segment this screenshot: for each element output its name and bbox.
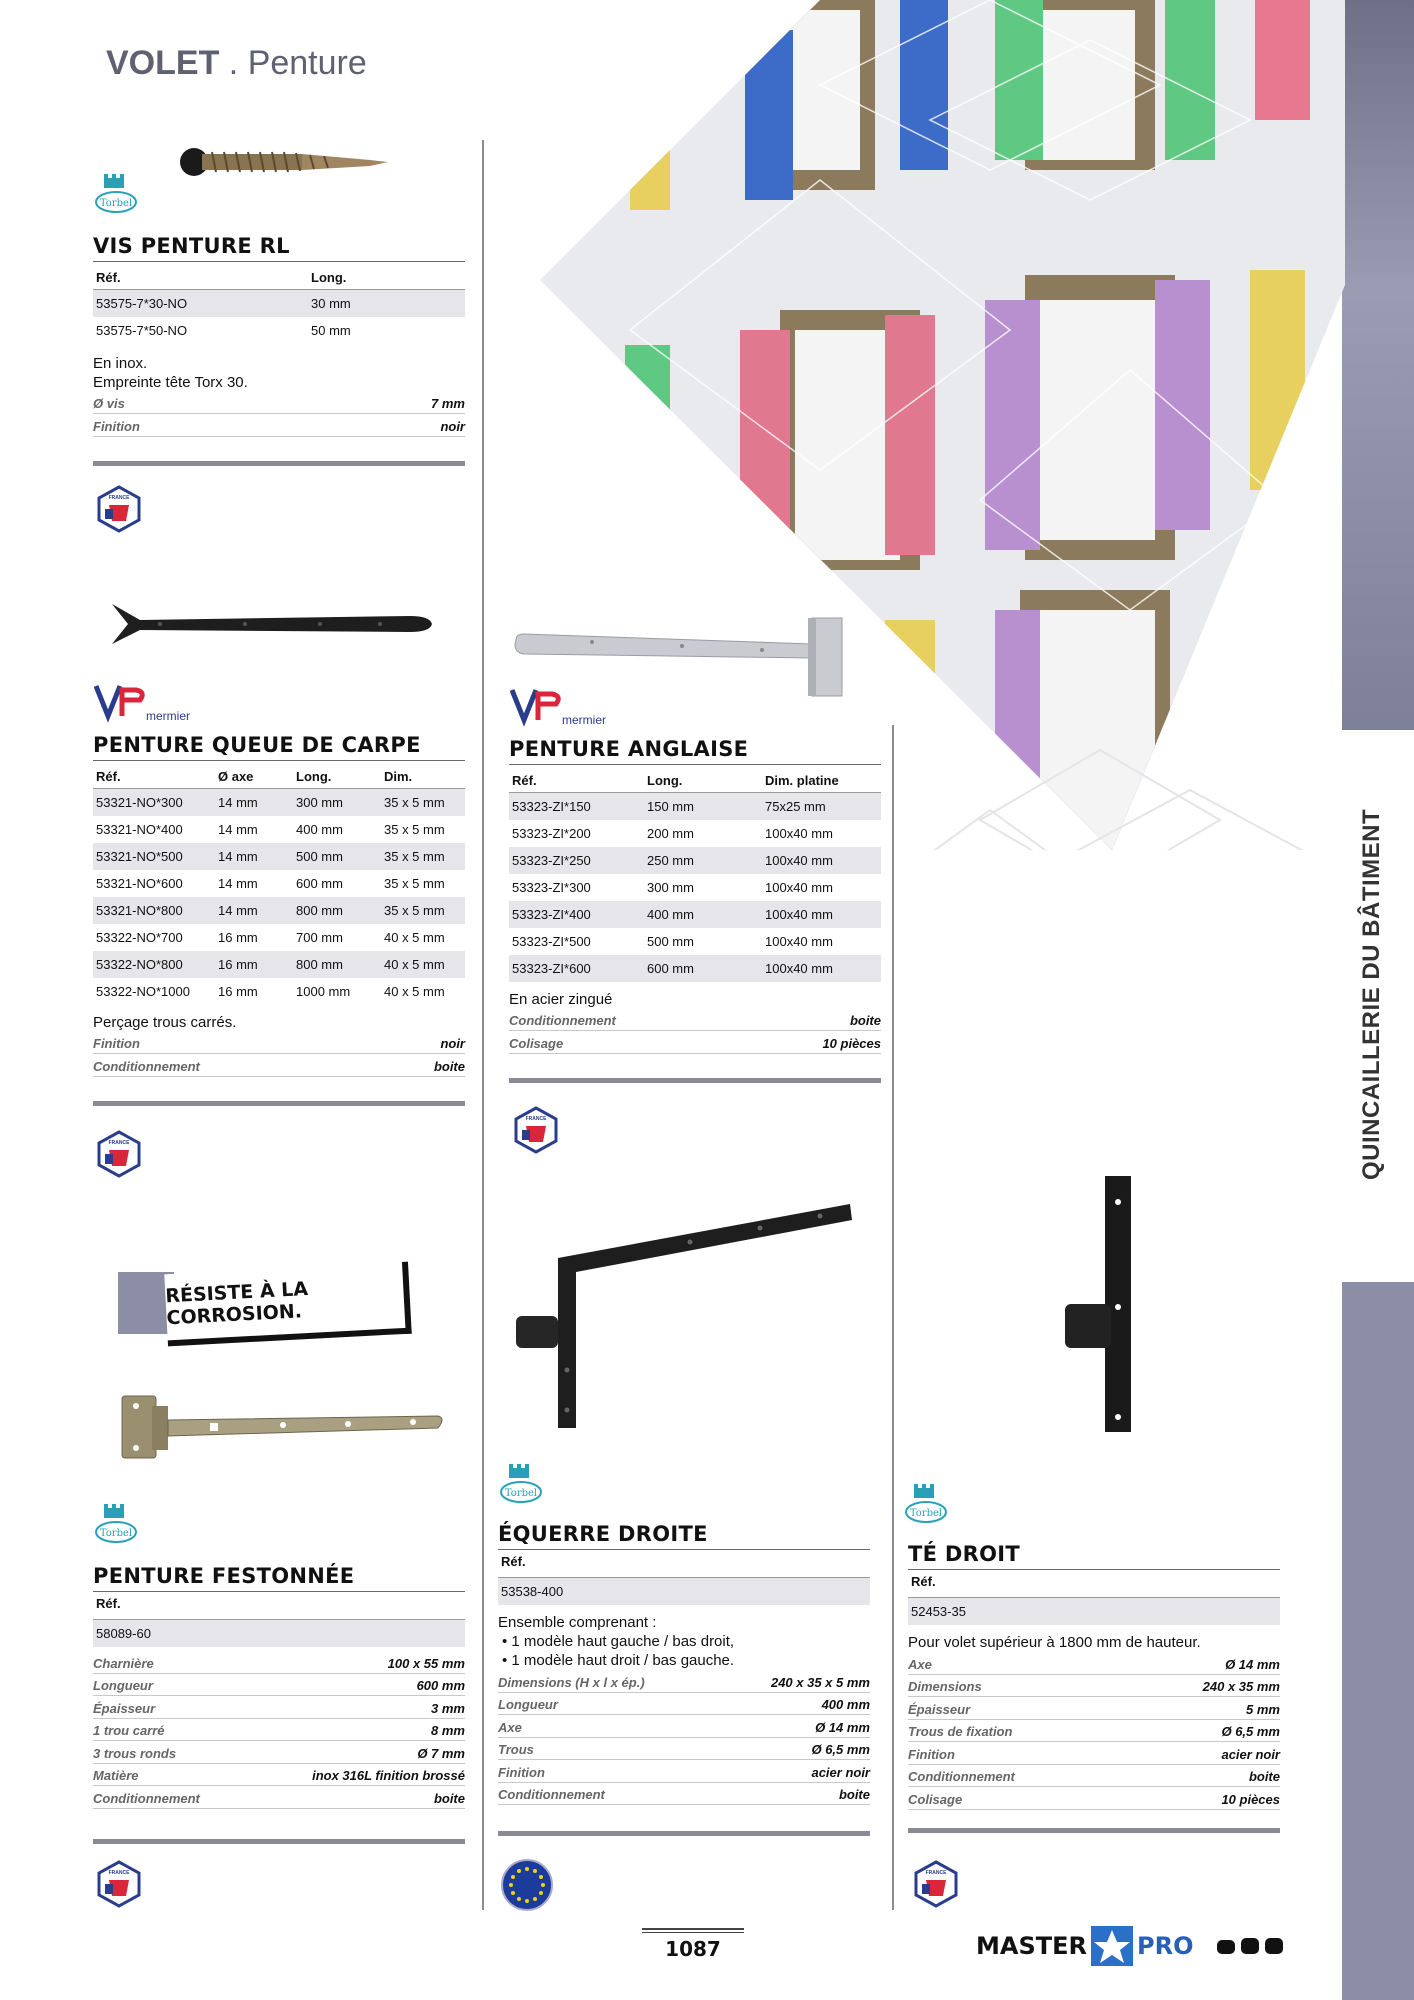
cell: 100x40 mm (765, 879, 833, 895)
column-divider-1 (482, 140, 484, 1910)
screw-image (180, 140, 400, 190)
eu-badge (500, 1858, 554, 1912)
cell: 35 x 5 mm (381, 897, 465, 924)
cell: 16 mm (215, 951, 293, 978)
cell: 100x40 mm (762, 955, 881, 982)
spec-row (908, 1675, 1280, 1698)
vp-mermier-text: mermier (146, 709, 190, 723)
spec-key: Conditionnement (93, 1058, 200, 1074)
spec-value: 10 pièces (1221, 1791, 1280, 1807)
cell-length: 50 mm (311, 322, 351, 338)
spec-value: boite (849, 1013, 881, 1028)
spec-row (908, 1787, 1280, 1810)
masterpro-logo (976, 1924, 1287, 1968)
cell: 300 mm (293, 789, 381, 816)
torbel-logo-text: Torbel (99, 198, 133, 209)
product-title-te: TÉ DROIT (908, 1542, 1280, 1570)
cell: 14 mm (215, 897, 293, 924)
cell: 150 mm (644, 793, 762, 820)
product-title-vis: VIS PENTURE RL (93, 234, 465, 262)
col-header: Long. (293, 764, 381, 789)
spec-value: boite (433, 1790, 465, 1806)
table-row (509, 955, 881, 982)
spec-value: acier noir (1221, 1746, 1280, 1762)
ref-label: Réf. (908, 1570, 1280, 1598)
col-header: Réf. (93, 265, 308, 290)
cell: 53322-NO*1000 (96, 983, 190, 999)
spec-key: Conditionnement (908, 1769, 1015, 1784)
spec-key: Épaisseur (908, 1701, 971, 1717)
spec-value: 100 x 55 mm (387, 1655, 465, 1671)
vis-description-2: Empreinte tête Torx 30. (93, 373, 248, 391)
table-row (93, 870, 465, 897)
spec-row (93, 1032, 465, 1055)
made-in-france-badge (95, 1860, 143, 1908)
spec-key: Charnière (93, 1655, 154, 1671)
cell: 53321-NO*400 (96, 821, 183, 837)
spec-row (93, 1674, 465, 1697)
torbel-logo (902, 1480, 950, 1528)
spec-value: boite (433, 1058, 465, 1074)
col-header: Long. (308, 265, 465, 290)
made-in-france-badge (95, 1130, 143, 1178)
cell: 53323-ZI*300 (512, 879, 591, 895)
cell: 53323-ZI*200 (512, 825, 591, 841)
cell: 300 mm (647, 879, 694, 895)
sidebar-decoration-bottom (1342, 1282, 1414, 2000)
spec-value: noir (440, 1036, 465, 1051)
table-row (509, 793, 881, 820)
spec-value: 7 mm (431, 396, 465, 411)
equerre-description: Ensemble comprenant : (498, 1614, 657, 1631)
france-badge-text: FRANCE (108, 1140, 130, 1146)
corrosion-banner-text: RÉSISTE À LA CORROSION. (164, 1277, 309, 1330)
spec-key: Trous (498, 1742, 534, 1757)
product-title-carpe: PENTURE QUEUE DE CARPE (93, 733, 465, 761)
table-row (93, 789, 465, 816)
spec-value: 400 mm (821, 1697, 870, 1712)
spec-key: Colisage (509, 1035, 564, 1051)
cell: 16 mm (218, 983, 258, 999)
vp-mermier-logo (510, 686, 620, 728)
page-title (106, 44, 367, 83)
bullet-text: 1 modèle haut gauche / bas droit, (511, 1633, 735, 1650)
spec-value: noir (440, 418, 465, 434)
shutter-blue (745, 30, 793, 200)
spec-key: Épaisseur (93, 1700, 156, 1716)
cell: 600 mm (296, 875, 343, 891)
cell: 35 x 5 mm (381, 843, 465, 870)
vp-mermier-text: mermier (562, 713, 606, 727)
france-badge-text: FRANCE (925, 1870, 947, 1876)
spec-row (498, 1783, 870, 1806)
spec-value: 10 pièces (822, 1035, 881, 1051)
anglaise-ref-table (509, 768, 881, 982)
spec-key: Axe (498, 1719, 522, 1735)
cell: 100x40 mm (765, 933, 833, 949)
cell: 40 x 5 mm (384, 983, 445, 999)
cell: 700 mm (296, 929, 343, 945)
cell: 53323-ZI*150 (509, 793, 644, 820)
cell: 800 mm (293, 951, 381, 978)
spec-row (498, 1760, 870, 1783)
column-divider-2 (892, 725, 894, 1910)
spec-value: Ø 6,5 mm (1221, 1724, 1280, 1739)
made-in-france-badge (512, 1106, 560, 1154)
spec-row (498, 1738, 870, 1761)
made-in-france-badge (912, 1860, 960, 1908)
col-header: Dim. (381, 764, 465, 789)
spec-key: 3 trous ronds (93, 1745, 177, 1761)
cell: 53321-NO*300 (93, 789, 215, 816)
ref-value: 53538-400 (498, 1578, 870, 1605)
penture-carpe-image (110, 598, 440, 648)
cell-ref: 53575-7*50-NO (96, 322, 188, 338)
brand-name-left: MASTER (976, 1932, 1087, 1960)
table-row (93, 924, 465, 951)
carpe-description: Perçage trous carrés. (93, 1013, 237, 1031)
spec-value: boite (1248, 1769, 1280, 1784)
spec-row (93, 1054, 465, 1077)
cell: 400 mm (644, 901, 762, 928)
page-number-rule (642, 1928, 744, 1961)
spec-key: Conditionnement (509, 1013, 616, 1028)
spec-row (509, 1009, 881, 1032)
cell-length: 30 mm (308, 290, 465, 317)
brand-name-right: PRO (1137, 1932, 1194, 1960)
col-header: Long. (644, 768, 762, 793)
spec-value: 240 x 35 x 5 mm (770, 1674, 870, 1690)
ref-label: Réf. (93, 1592, 465, 1620)
spec-key: Ø vis (93, 396, 125, 411)
torbel-logo-text: Torbel (909, 1508, 943, 1519)
spec-key: Longueur (498, 1697, 558, 1712)
spec-key: 1 trou carré (93, 1723, 165, 1738)
table-row (93, 290, 465, 317)
cell: 200 mm (647, 825, 694, 841)
cell: 400 mm (296, 821, 343, 837)
cell: 500 mm (647, 933, 694, 949)
ref-value: 52453-35 (908, 1598, 1280, 1625)
product-title-anglaise: PENTURE ANGLAISE (509, 737, 881, 765)
cell: 16 mm (218, 929, 258, 945)
cell: 35 x 5 mm (384, 821, 445, 837)
table-row (93, 317, 465, 344)
torbel-logo (497, 1460, 545, 1508)
spec-row (908, 1765, 1280, 1788)
spec-key: Trous de fixation (908, 1724, 1013, 1739)
spec-value: boite (838, 1787, 870, 1802)
ref-label: Réf. (498, 1550, 870, 1578)
star-icon (1089, 1924, 1135, 1968)
vp-mermier-logo (94, 682, 204, 724)
spec-row (93, 1651, 465, 1674)
spec-row (509, 1031, 881, 1054)
col-header: Ø axe (215, 764, 293, 789)
cell: 100x40 mm (765, 825, 833, 841)
france-badge-text: FRANCE (108, 1870, 130, 1876)
spec-value: Ø 7 mm (417, 1745, 465, 1761)
spec-value: Ø 6,5 mm (811, 1742, 870, 1757)
spec-row (908, 1652, 1280, 1675)
cell: 75x25 mm (762, 793, 881, 820)
table-row (509, 928, 881, 955)
cell: 40 x 5 mm (381, 951, 465, 978)
table-row (509, 874, 881, 901)
cell: 14 mm (215, 843, 293, 870)
cell: 53323-ZI*250 (509, 847, 644, 874)
cell: 500 mm (293, 843, 381, 870)
equerre-droite-image (510, 1200, 860, 1430)
cell: 53321-NO*600 (96, 875, 183, 891)
col-header: Dim. platine (762, 768, 881, 793)
table-row (509, 901, 881, 928)
spec-row (93, 1719, 465, 1742)
carpe-ref-table (93, 764, 465, 1005)
te-description: Pour volet supérieur à 1800 mm de hauteur. (908, 1634, 1201, 1651)
torbel-logo (92, 170, 140, 218)
bullet-text: 1 modèle haut droit / bas gauche. (511, 1652, 735, 1669)
te-droit-image (1055, 1172, 1155, 1437)
brand-dots-icon (1215, 1936, 1287, 1956)
spec-value: 600 mm (416, 1678, 465, 1693)
penture-festonnee-image (118, 1392, 448, 1464)
cell: 53321-NO*500 (93, 843, 215, 870)
spec-key: Finition (93, 418, 140, 434)
torbel-logo-text: Torbel (504, 1488, 538, 1499)
cell: 100x40 mm (762, 901, 881, 928)
spec-row (908, 1720, 1280, 1743)
spec-value: 5 mm (1246, 1701, 1280, 1717)
equerre-bullet-2: • 1 modèle haut droit / bas gauche. (502, 1652, 735, 1669)
section-end-bar (93, 461, 465, 466)
spec-value: 240 x 35 mm (1202, 1679, 1280, 1694)
table-row (93, 951, 465, 978)
cell: 35 x 5 mm (384, 875, 445, 891)
spec-key: Axe (908, 1656, 932, 1672)
ref-value: 58089-60 (93, 1620, 465, 1647)
equerre-bullet-1: • 1 modèle haut gauche / bas droit, (502, 1633, 735, 1650)
spec-row (498, 1715, 870, 1738)
spec-row (908, 1697, 1280, 1720)
spec-row (93, 1764, 465, 1787)
spec-key: Finition (93, 1036, 140, 1051)
spec-row (93, 1786, 465, 1809)
spec-value: inox 316L finition brossé (312, 1768, 465, 1783)
section-end-bar (93, 1101, 465, 1106)
spec-value: Ø 14 mm (1225, 1656, 1280, 1672)
cell: 53322-NO*800 (93, 951, 215, 978)
cell: 40 x 5 mm (384, 929, 445, 945)
spec-key: Finition (498, 1764, 545, 1780)
made-in-france-badge (95, 485, 143, 533)
category-title: VOLET (106, 44, 220, 82)
vis-ref-table (93, 265, 465, 344)
section-end-bar (93, 1839, 465, 1844)
col-header: Réf. (93, 764, 215, 789)
cell: 53321-NO*800 (93, 897, 215, 924)
spec-value: 3 mm (431, 1700, 465, 1716)
title-sep: . (219, 44, 248, 82)
table-row (509, 847, 881, 874)
cell: 53323-ZI*400 (509, 901, 644, 928)
torbel-logo (92, 1500, 140, 1548)
cell: 250 mm (644, 847, 762, 874)
page-number: 1087 (642, 1932, 744, 1961)
cell: 53323-ZI*500 (512, 933, 591, 949)
spec-value: acier noir (811, 1764, 870, 1780)
subcategory-title: Penture (247, 44, 367, 82)
cell: 53322-NO*700 (96, 929, 183, 945)
table-row (93, 816, 465, 843)
spec-value: 8 mm (431, 1723, 465, 1738)
cell: 14 mm (215, 789, 293, 816)
cell: 800 mm (293, 897, 381, 924)
france-badge-text: FRANCE (525, 1116, 547, 1122)
facade-photo (540, 0, 1345, 850)
product-title-festonnee: PENTURE FESTONNÉE (93, 1564, 465, 1592)
cell: 100x40 mm (762, 847, 881, 874)
torbel-logo-text: Torbel (99, 1528, 133, 1539)
cell: 35 x 5 mm (381, 789, 465, 816)
spec-row (93, 1696, 465, 1719)
spec-row (908, 1742, 1280, 1765)
section-end-bar (908, 1828, 1280, 1833)
cell: 1000 mm (296, 983, 351, 999)
cell: 53323-ZI*600 (509, 955, 644, 982)
col-header: Réf. (509, 768, 644, 793)
cell: 14 mm (218, 875, 258, 891)
section-end-bar (498, 1831, 870, 1836)
table-row (93, 978, 465, 1005)
vis-description-1: En inox. (93, 354, 148, 372)
spec-key: Colisage (908, 1791, 963, 1807)
spec-row (93, 1741, 465, 1764)
sidebar-category-label: QUINCAILLERIE DU BÂTIMENT (1358, 808, 1385, 1180)
table-row (93, 843, 465, 870)
cell: 14 mm (218, 821, 258, 837)
spec-key: Conditionnement (498, 1787, 605, 1802)
sidebar-decoration-top (1342, 0, 1414, 730)
spec-row (93, 414, 465, 437)
spec-key: Longueur (93, 1678, 153, 1693)
france-badge-text: FRANCE (108, 495, 130, 501)
cell: 600 mm (644, 955, 762, 982)
table-row (509, 820, 881, 847)
spec-key: Matière (93, 1768, 139, 1783)
product-title-equerre: ÉQUERRE DROITE (498, 1522, 870, 1550)
cell-ref: 53575-7*30-NO (93, 290, 308, 317)
anglaise-description: En acier zingué (509, 990, 613, 1008)
spec-key: Conditionnement (93, 1790, 200, 1806)
table-row (93, 897, 465, 924)
section-end-bar (509, 1078, 881, 1083)
spec-key: Dimensions (908, 1679, 982, 1694)
spec-row (498, 1670, 870, 1693)
spec-key: Finition (908, 1746, 955, 1762)
spec-value: Ø 14 mm (815, 1719, 870, 1735)
corrosion-banner (164, 1262, 411, 1347)
spec-row (93, 392, 465, 415)
spec-key: Dimensions (H x l x ép.) (498, 1674, 645, 1690)
spec-row (498, 1693, 870, 1716)
